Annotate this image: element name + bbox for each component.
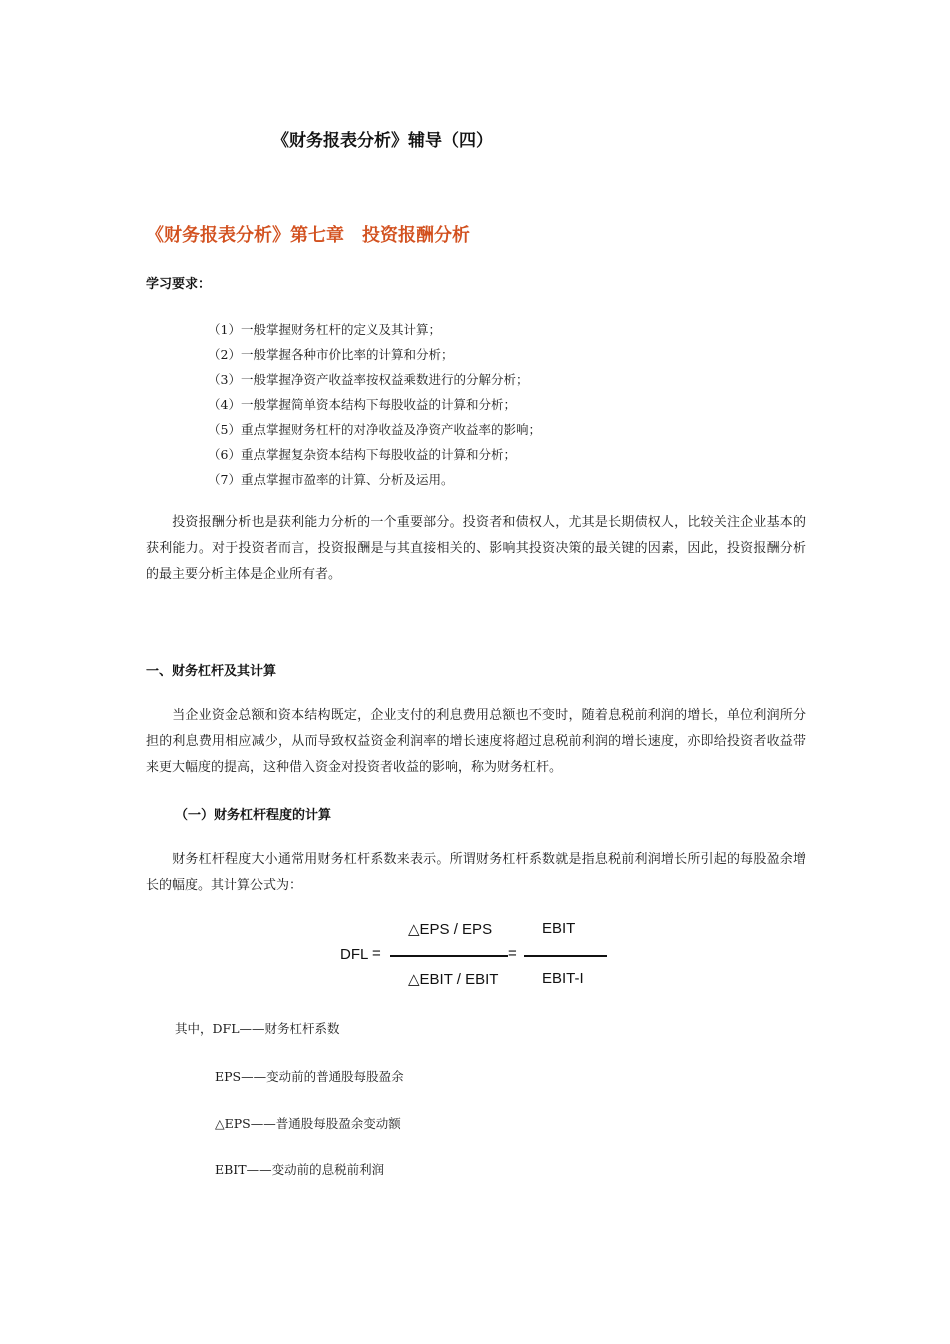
dfl-formula [338, 914, 618, 994]
definition-item: EPS——变动前的普通股每股盈余 [215, 1069, 404, 1084]
definitions-intro: 其中，DFL——财务杠杆系数 [175, 1021, 340, 1036]
requirement-item: （2）一般掌握各种市价比率的计算和分析； [208, 347, 454, 362]
formula-equals: = [508, 945, 517, 962]
subsection1-paragraph [146, 847, 806, 899]
requirement-item: （6）重点掌握复杂资本结构下每股收益的计算和分析； [208, 447, 516, 462]
section1-paragraph [146, 703, 806, 781]
requirement-item: （1）一般掌握财务杠杆的定义及其计算； [208, 322, 441, 337]
fraction-bar [390, 955, 508, 957]
subsection-heading: （一）财务杠杆程度的计算 [175, 808, 332, 823]
section1-paragraph-text: 当企业资金总额和资本结构既定，企业支付的利息费用总额也不变时，随着息税前利润的增长，单位利润所分担的利息费用相应减少，从而导致权益资金利润率的增长速度将超过息税前利润的增长速度，亦即给投资者收益带来更大幅度的提高，这种借入资金对投资者收益的影响，称为财务杠杆。 [146, 708, 806, 775]
requirements-list [208, 317, 541, 492]
document-title: 《财务报表分析》辅导（四） [272, 131, 493, 151]
section-heading: 一、财务杠杆及其计算 [146, 664, 277, 679]
formula-lhs: DFL [340, 946, 369, 963]
definition-item: △EPS——普通股每股盈余变动额 [215, 1116, 401, 1131]
requirement-item: （4）一般掌握简单资本结构下每股收益的计算和分析； [208, 397, 516, 412]
requirement-item: （3）一般掌握净资产收益率按权益乘数进行的分解分析； [208, 372, 529, 387]
requirement-item: （5）重点掌握财务杠杆的对净收益及净资产收益率的影响； [208, 422, 541, 437]
intro-paragraph [146, 510, 806, 588]
definition-item: EBIT——变动前的息税前利润 [215, 1162, 385, 1177]
formula-equals: = [372, 945, 381, 962]
formula-denominator-1: △EBIT / EBIT [408, 971, 499, 988]
intro-paragraph-text: 投资报酬分析也是获利能力分析的一个重要部分。投资者和债权人，尤其是长期债权人，比较关注企业基本的获利能力。对于投资者而言，投资报酬是与其直接相关的、影响其投资决策的最关键的因素，因此，投资报酬分析的最主要分析主体是企业所有者。 [146, 515, 806, 582]
formula-numerator-2: EBIT [542, 920, 576, 937]
chapter-title: 《财务报表分析》第七章 投资报酬分析 [146, 225, 470, 246]
fraction-bar [524, 955, 607, 957]
formula-denominator-2: EBIT-I [542, 970, 584, 987]
requirement-item: （7）重点掌握市盈率的计算、分析及运用。 [208, 472, 454, 487]
requirements-label: 学习要求： [146, 277, 212, 292]
subsection1-paragraph-text: 财务杠杆程度大小通常用财务杠杆系数来表示。所谓财务杠杆系数就是指息税前利润增长所引起的每股盈余增长的幅度。其计算公式为： [146, 852, 806, 893]
formula-numerator-1: △EPS / EPS [408, 921, 493, 938]
